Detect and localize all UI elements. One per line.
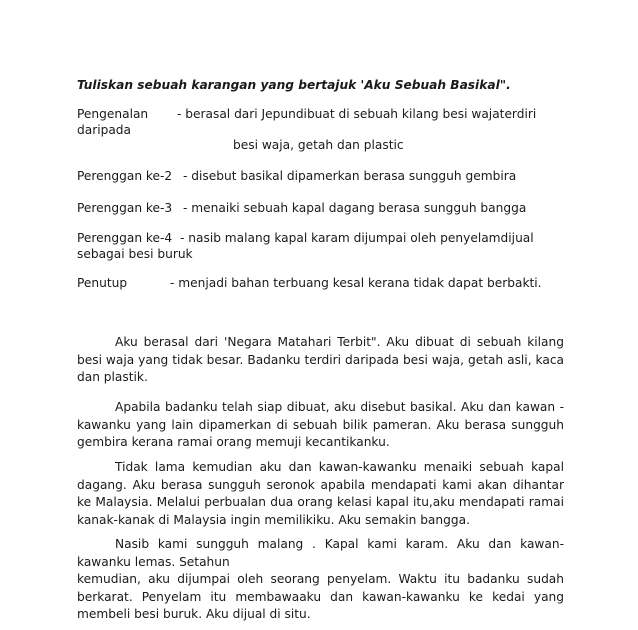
- outline-p2-label: Perenggan ke-2: [77, 169, 173, 183]
- essay-title: Tuliskan sebuah karangan yang bertajuk 'Aku Sebuah Basikal".: [77, 78, 511, 92]
- paragraph-line: berkarat. Penyelam itu membawaaku dan kawan-kawanku ke kedai yang: [77, 589, 564, 604]
- outline-p4-label: Perenggan ke-4: [77, 231, 173, 245]
- paragraph-line: kawanku yang lain dipamerkan di sebuah bilik pameran. Aku berasa sungguh: [77, 417, 564, 432]
- paragraph-line: dan plastik.: [77, 370, 148, 384]
- paragraph-line: kemudian, aku dijumpai oleh seorang penyelam. Waktu itu badanku sudah: [77, 572, 564, 586]
- paragraph-line: Aku berasal dari 'Negara Matahari Terbit". Aku dibuat di sebuah kilang: [115, 335, 564, 349]
- paragraph-line: ke Malaysia. Melalui perbualan dua orang kelasi kapal itu,aku mendapati ramai: [77, 495, 564, 509]
- paragraph-line: gembira kerana ramai orang memuji kecantikanku.: [77, 435, 390, 449]
- outline-intro-text: - berasal dari Jepundibuat di sebuah kilang besi wajaterdiri: [177, 107, 537, 121]
- paragraph-line: besi waja yang tidak besar. Badanku terdiri daripada besi waja, getah asli, kaca: [77, 352, 564, 367]
- outline-intro-continuation: besi waja, getah dan plastic: [233, 138, 404, 152]
- outline-p2-text: - disebut basikal dipamerkan berasa sungguh gembira: [183, 169, 517, 183]
- outline-closing-text: - menjadi bahan terbuang kesal kerana tidak dapat berbakti.: [170, 276, 542, 290]
- paragraph-line: kanak-kanak di Malaysia ingin memilikiku. Aku semakin bangga.: [77, 512, 470, 527]
- paragraph-line: Nasib kami sungguh malang . Kapal kami karam. Aku dan kawan-: [115, 537, 564, 551]
- outline-p4-wrap: sebagai besi buruk: [77, 247, 193, 261]
- outline-p3-label: Perenggan ke-3: [77, 201, 173, 215]
- paragraph-line: Apabila badanku telah siap dibuat, aku disebut basikal. Aku dan kawan -: [115, 400, 564, 414]
- outline-intro-label: Pengenalan: [77, 107, 149, 121]
- paragraph-line: membeli besi buruk. Aku dijual di situ.: [77, 607, 311, 621]
- outline-intro-wrap: daripada: [77, 123, 132, 137]
- essay-paragraph-1: [77, 334, 564, 387]
- outline-p4-text: - nasib malang kapal karam dijumpai oleh penyelamdijual: [180, 231, 534, 245]
- outline-p3-text: - menaiki sebuah kapal dagang berasa sungguh bangga: [183, 201, 527, 215]
- paragraph-line: Tidak lama kemudian aku dan kawan-kawanku menaiki sebuah kapal: [115, 460, 564, 474]
- essay-paragraph-2: [77, 399, 564, 452]
- essay-paragraph-3: [77, 459, 564, 529]
- paragraph-line: dagang. Aku berasa sungguh seronok apabila mendapati kami akan dihantar: [77, 477, 564, 492]
- paragraph-line: kawanku lemas. Setahun: [77, 554, 230, 569]
- outline-closing-label: Penutup: [77, 276, 128, 290]
- essay-paragraph-4: [77, 536, 564, 624]
